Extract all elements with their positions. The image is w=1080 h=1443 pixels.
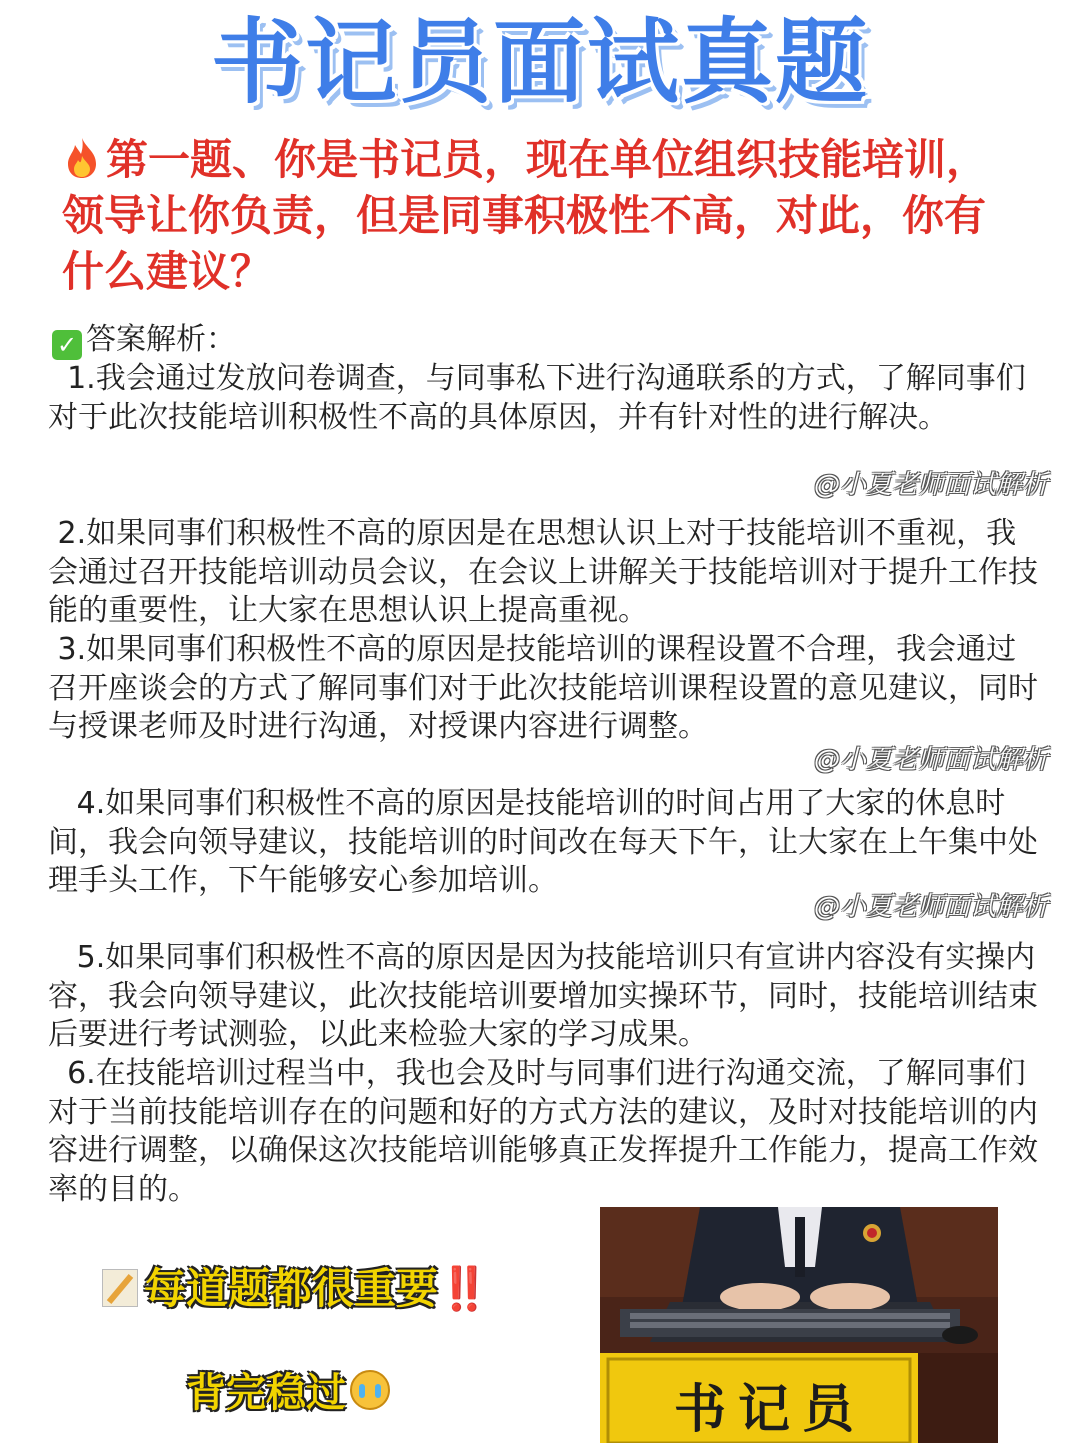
answer-heading — [52, 320, 236, 360]
check-mark-icon: ✓ — [52, 330, 82, 360]
question-label: 第一题、你是书记员，现在单位组织技能培训，领导让你负责，但是同事积极性不高，对此，你有什么建议？ — [62, 135, 989, 296]
importance-note — [102, 1262, 490, 1316]
answer-paragraph-3: 3.如果同事们积极性不高的原因是技能培训的课程设置不合理，我会通过召开座谈会的方式了解同事们对于此次技能培训课程设置的意见建议，同时与授课老师及时进行沟通，对授课内容进行调整。 — [48, 632, 1038, 744]
watermark: @小夏老师面试解析 — [813, 745, 1048, 775]
watermark: @小夏老师面试解析 — [813, 470, 1048, 500]
plate-text: 书记员 — [673, 1380, 866, 1440]
memo-icon — [102, 1269, 138, 1307]
watermark: @小夏老师面试解析 — [813, 892, 1048, 922]
memorize-note — [186, 1368, 390, 1418]
crying-face-icon — [350, 1370, 390, 1410]
answer-paragraph-6: 6.在技能培训过程当中，我也会及时与同事们进行沟通交流，了解同事们对于当前技能培训存在的问题和好的方式方法的建议，及时对技能培训的内容进行调整，以确保这次技能培训能够真正发挥提升工作能力，提高工作效率的目的。 — [48, 1056, 1038, 1207]
answer-paragraph-1: 1.我会通过发放问卷调查，与同事私下进行沟通联系的方式，了解同事们对于此次技能培训积极性不高的具体原因，并有针对性的进行解决。 — [48, 361, 1026, 435]
importance-note-text: 每道题都很重要 — [144, 1264, 439, 1313]
double-exclamation-icon: ‼️ — [438, 1264, 491, 1313]
memorize-note-text: 背完稳过 — [186, 1370, 346, 1416]
court-clerk-photo — [600, 1207, 998, 1443]
answer-paragraph-4: 4.如果同事们积极性不高的原因是技能培训的时间占用了大家的休息时间，我会向领导建议，技能培训的时间改在每天下午，让大家在上午集中处理手头工作，下午能够安心参加培训。 — [48, 786, 1038, 898]
answer-paragraph-5: 5.如果同事们积极性不高的原因是因为技能培训只有宣讲内容没有实操内容，我会向领导建议，此次技能培训要增加实操环节，同时，技能培训结束后要进行考试测验，以此来检验大家的学习成果。 — [48, 940, 1038, 1052]
answer-paragraph-2: 2.如果同事们积极性不高的原因是在思想认识上对于技能培训不重视，我会通过召开技能培训动员会议，在会议上讲解关于技能培训对于提升工作技能的重要性，让大家在思想认识上提高重视。 — [48, 516, 1038, 628]
fire-icon — [62, 136, 102, 180]
answer-heading-label: 答案解析： — [86, 322, 236, 357]
page-title: 书记员面试真题 — [210, 9, 869, 116]
question-text — [62, 132, 1022, 300]
